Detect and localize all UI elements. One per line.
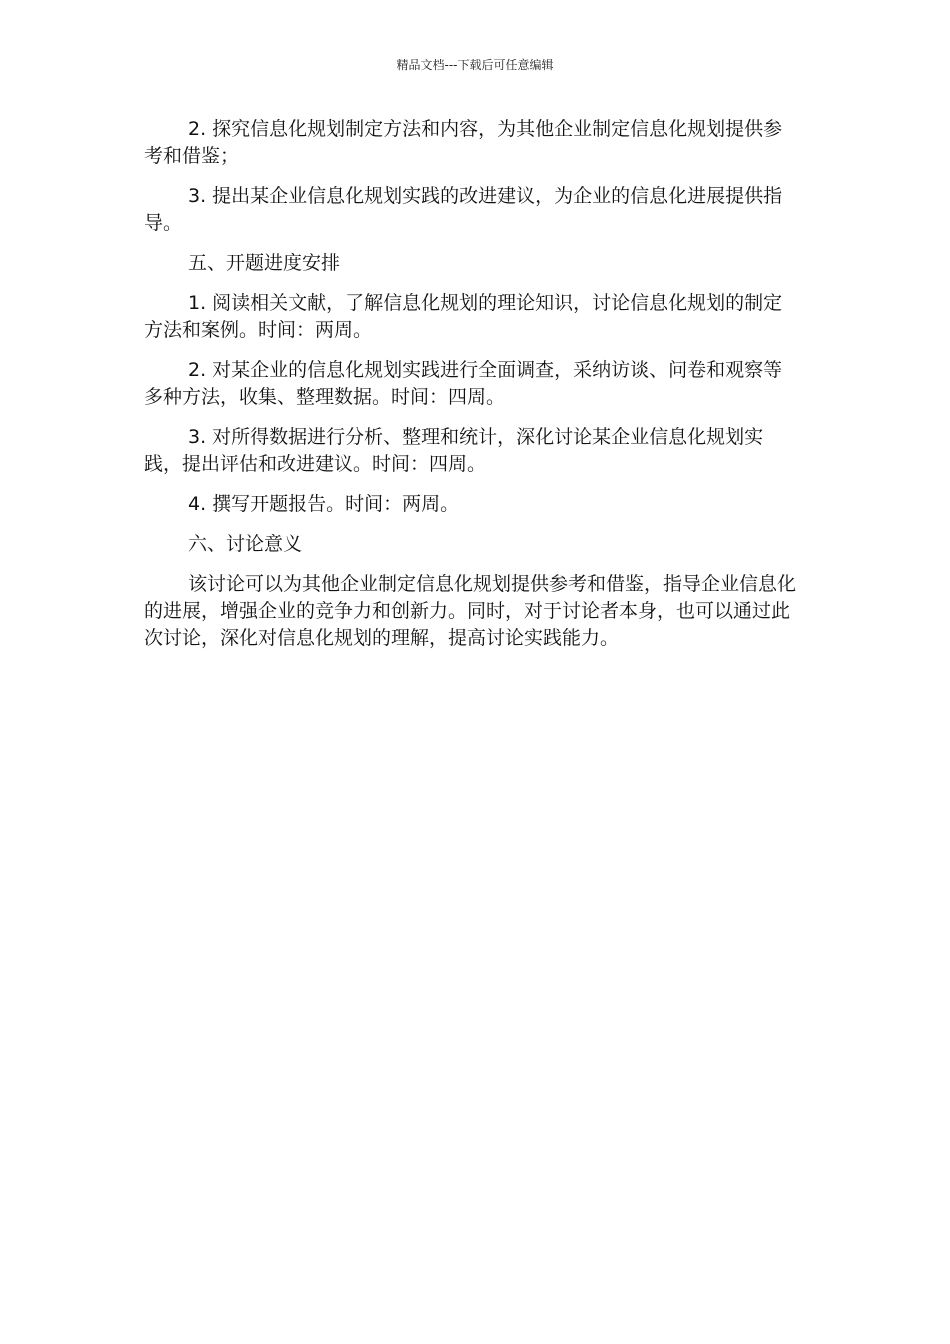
paragraph-schedule-2: 2. 对某企业的信息化规划实践进行全面调查，采纳访谈、问卷和观察等多种方法，收集、整理数据。时间：四周。 [144,359,783,408]
document-body [144,116,800,665]
paragraph-schedule-3: 3. 对所得数据进行分析、整理和统计，深化讨论某企业信息化规划实践，提出评估和改进建议。时间：四周。 [144,426,764,475]
paragraph-objective-3: 3. 提出某企业信息化规划实践的改进建议，为企业的信息化进展提供指导。 [144,185,783,234]
page-header: 精品文档---下载后可任意编辑 [396,58,554,72]
section-heading-schedule: 五、开题进度安排 [188,252,341,274]
paragraph-objective-2: 2. 探究信息化规划制定方法和内容，为其他企业制定信息化规划提供参考和借鉴； [144,118,783,167]
section-heading-significance: 六、讨论意义 [188,533,303,555]
paragraph-significance: 该讨论可以为其他企业制定信息化规划提供参考和借鉴，指导企业信息化的进展，增强企业的竞争力和创新力。同时，对于讨论者本身，也可以通过此次讨论，深化对信息化规划的理解，提高讨论实践能力。 [144,573,797,649]
paragraph-schedule-1: 1. 阅读相关文献，了解信息化规划的理论知识，讨论信息化规划的制定方法和案例。时间：两周。 [144,292,783,341]
paragraph-schedule-4: 4. 撰写开题报告。时间：两周。 [188,493,460,515]
